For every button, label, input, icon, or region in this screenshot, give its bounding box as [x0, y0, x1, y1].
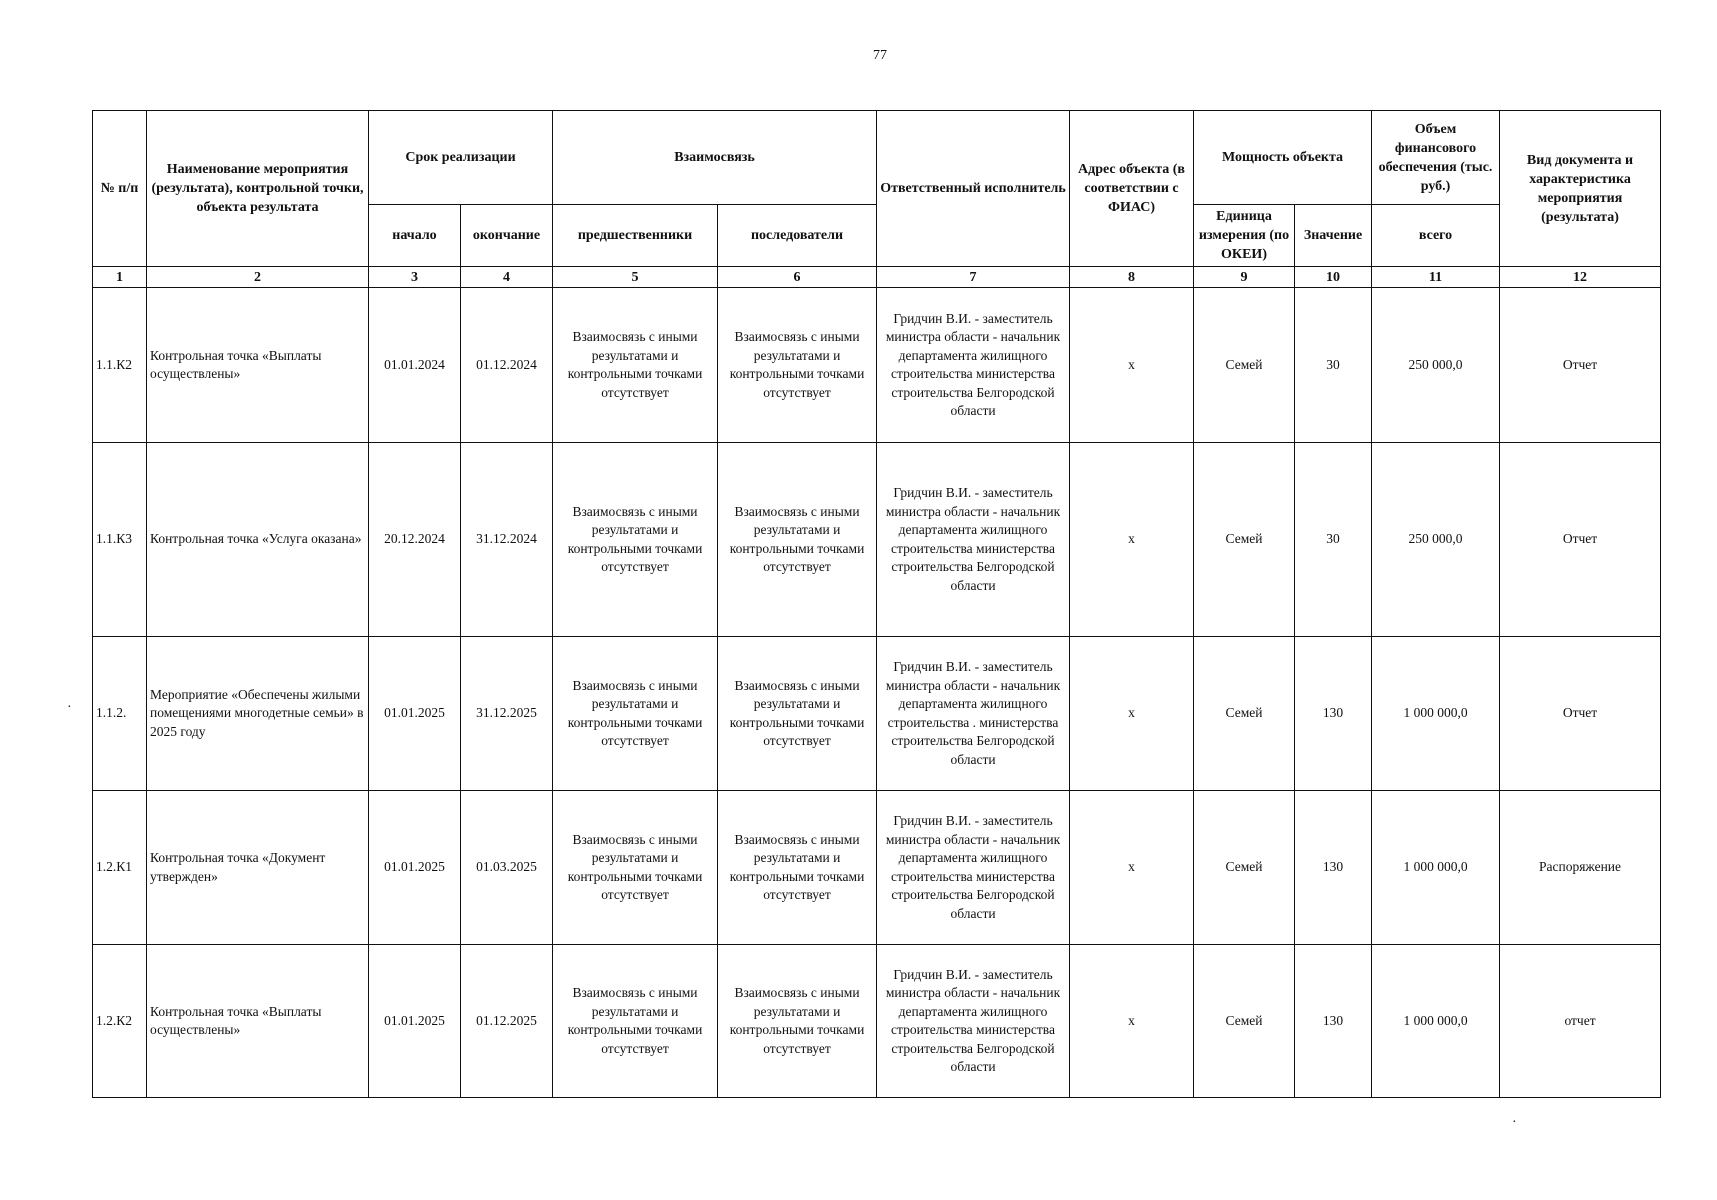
header-relation: Взаимосвязь [553, 111, 877, 205]
row-value: 130 [1295, 791, 1372, 945]
row-responsible: Гридчин В.И. - заместитель министра области - начальник департамента жилищного строительства . министерства строительства Белгородской области [877, 637, 1070, 791]
header-doc: Вид документа и характеристика мероприятия (результата) [1500, 111, 1661, 267]
row-unit: Семей [1194, 288, 1295, 443]
page-number: 77 [873, 48, 887, 63]
table-row [93, 443, 1661, 637]
row-end: 01.12.2025 [461, 945, 553, 1098]
row-unit: Семей [1194, 637, 1295, 791]
column-number: 7 [877, 267, 1070, 288]
row-successors: Взаимосвязь с иными результатами и контрольными точками отсутствует [718, 945, 877, 1098]
row-successors: Взаимосвязь с иными результатами и контрольными точками отсутствует [718, 637, 877, 791]
row-successors: Взаимосвязь с иными результатами и контрольными точками отсутствует [718, 288, 877, 443]
row-address: х [1070, 288, 1194, 443]
column-number: 4 [461, 267, 553, 288]
row-doc: Распоряжение [1500, 791, 1661, 945]
table-row [93, 945, 1661, 1098]
header-unit: Единица измерения (по ОКЕИ) [1194, 205, 1295, 267]
header-predecessors: предшественники [553, 205, 718, 267]
row-value: 130 [1295, 945, 1372, 1098]
row-start: 20.12.2024 [369, 443, 461, 637]
row-unit: Семей [1194, 945, 1295, 1098]
row-address: х [1070, 791, 1194, 945]
row-total: 1 000 000,0 [1372, 791, 1500, 945]
row-responsible: Гридчин В.И. - заместитель министра области - начальник департамента жилищного строительства министерства строительства Белгородской области [877, 288, 1070, 443]
header-num: № п/п [93, 111, 147, 267]
column-number: 2 [147, 267, 369, 288]
row-start: 01.01.2024 [369, 288, 461, 443]
row-value: 30 [1295, 443, 1372, 637]
row-end: 01.03.2025 [461, 791, 553, 945]
row-predecessors: Взаимосвязь с иными результатами и контрольными точками отсутствует [553, 791, 718, 945]
row-doc: отчет [1500, 945, 1661, 1098]
table-row [93, 637, 1661, 791]
row-name: Контрольная точка «Услуга оказана» [147, 443, 369, 637]
header-name: Наименование мероприятия (результата), контрольной точки, объекта результата [147, 111, 369, 267]
row-unit: Семей [1194, 791, 1295, 945]
row-name: Контрольная точка «Документ утвержден» [147, 791, 369, 945]
row-total: 1 000 000,0 [1372, 945, 1500, 1098]
row-address: х [1070, 945, 1194, 1098]
row-unit: Семей [1194, 443, 1295, 637]
header-finance: Объем финансового обеспечения (тыс. руб.) [1372, 111, 1500, 205]
scan-speck: · [67, 700, 72, 715]
row-total: 250 000,0 [1372, 443, 1500, 637]
row-end: 31.12.2024 [461, 443, 553, 637]
header-term-start: начало [369, 205, 461, 267]
row-total: 250 000,0 [1372, 288, 1500, 443]
row-doc: Отчет [1500, 288, 1661, 443]
row-value: 130 [1295, 637, 1372, 791]
header-term-end: окончание [461, 205, 553, 267]
table-row [93, 288, 1661, 443]
row-successors: Взаимосвязь с иными результатами и контрольными точками отсутствует [718, 443, 877, 637]
row-start: 01.01.2025 [369, 791, 461, 945]
row-responsible: Гридчин В.И. - заместитель министра области - начальник департамента жилищного строительства министерства строительства Белгородской области [877, 945, 1070, 1098]
row-responsible: Гридчин В.И. - заместитель министра области - начальник департамента жилищного строительства министерства строительства Белгородской области [877, 791, 1070, 945]
column-number: 1 [93, 267, 147, 288]
row-num: 1.1.К2 [93, 288, 147, 443]
row-num: 1.1.2. [93, 637, 147, 791]
row-total: 1 000 000,0 [1372, 637, 1500, 791]
row-doc: Отчет [1500, 637, 1661, 791]
row-num: 1.1.К3 [93, 443, 147, 637]
row-doc: Отчет [1500, 443, 1661, 637]
row-end: 01.12.2024 [461, 288, 553, 443]
header-address: Адрес объекта (в соответствии с ФИАС) [1070, 111, 1194, 267]
column-number: 9 [1194, 267, 1295, 288]
row-name: Контрольная точка «Выплаты осуществлены» [147, 945, 369, 1098]
row-start: 01.01.2025 [369, 945, 461, 1098]
column-number: 8 [1070, 267, 1194, 288]
row-end: 31.12.2025 [461, 637, 553, 791]
table-row [93, 791, 1661, 945]
header-value: Значение [1295, 205, 1372, 267]
row-address: х [1070, 637, 1194, 791]
header-capacity: Мощность объекта [1194, 111, 1372, 205]
row-predecessors: Взаимосвязь с иными результатами и контрольными точками отсутствует [553, 637, 718, 791]
row-address: х [1070, 443, 1194, 637]
header-finance-total: всего [1372, 205, 1500, 267]
column-number: 11 [1372, 267, 1500, 288]
scan-speck: · [1512, 1115, 1517, 1130]
row-predecessors: Взаимосвязь с иными результатами и контрольными точками отсутствует [553, 443, 718, 637]
row-successors: Взаимосвязь с иными результатами и контрольными точками отсутствует [718, 791, 877, 945]
activities-table [92, 110, 1661, 1098]
column-number: 12 [1500, 267, 1661, 288]
column-number: 3 [369, 267, 461, 288]
row-num: 1.2.К2 [93, 945, 147, 1098]
header-successors: последователи [718, 205, 877, 267]
row-responsible: Гридчин В.И. - заместитель министра области - начальник департамента жилищного строительства министерства строительства Белгородской области [877, 443, 1070, 637]
row-predecessors: Взаимосвязь с иными результатами и контрольными точками отсутствует [553, 945, 718, 1098]
header-responsible: Ответственный исполнитель [877, 111, 1070, 267]
row-start: 01.01.2025 [369, 637, 461, 791]
row-value: 30 [1295, 288, 1372, 443]
column-number: 10 [1295, 267, 1372, 288]
header-term: Срок реализации [369, 111, 553, 205]
row-predecessors: Взаимосвязь с иными результатами и контрольными точками отсутствует [553, 288, 718, 443]
column-number: 6 [718, 267, 877, 288]
row-name: Контрольная точка «Выплаты осуществлены» [147, 288, 369, 443]
row-name: Мероприятие «Обеспечены жилыми помещениями многодетные семьи» в 2025 году [147, 637, 369, 791]
row-num: 1.2.К1 [93, 791, 147, 945]
column-number: 5 [553, 267, 718, 288]
